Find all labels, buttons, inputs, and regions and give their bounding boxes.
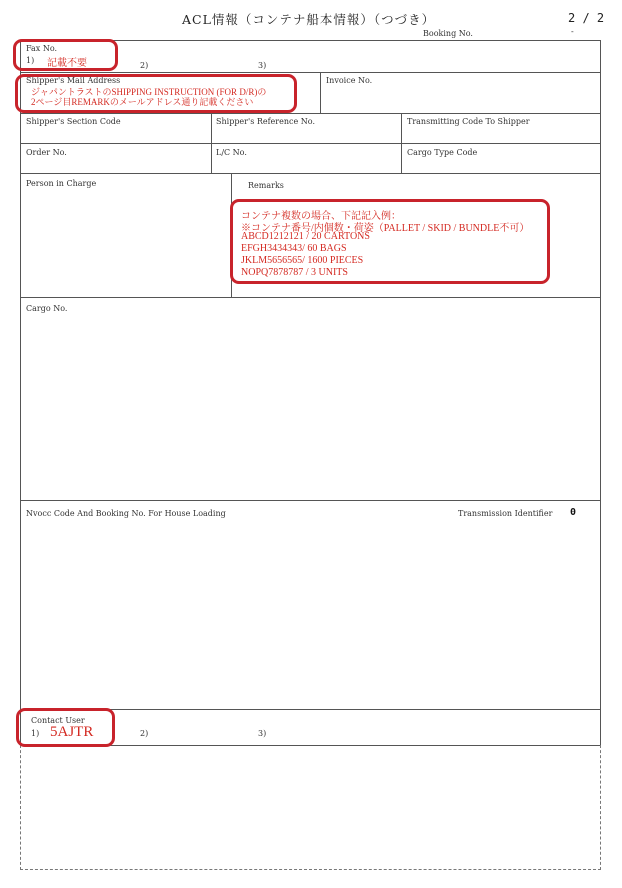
contact-user-label: Contact User <box>31 716 85 725</box>
contact-1-value[interactable]: 5AJTR <box>50 724 94 740</box>
order-no-label: Order No. <box>26 148 67 157</box>
page-number: 2 / 2 <box>568 11 605 25</box>
remarks-label: Remarks <box>248 181 284 190</box>
transmission-identifier-value[interactable]: 0 <box>570 507 577 518</box>
booking-value: - <box>571 27 574 36</box>
fax-2-number: 2) <box>140 61 149 70</box>
remarks-line-6: NOPQ7878787 / 3 UNITS <box>241 267 348 278</box>
transmitting-code-label: Transmitting Code To Shipper <box>407 117 530 126</box>
person-in-charge-label: Person in Charge <box>26 179 97 188</box>
remarks-line-5: JKLM5656565/ 1600 PIECES <box>241 255 364 266</box>
contact-2-number: 2) <box>140 729 149 738</box>
dashed-area <box>20 745 601 870</box>
mail-address-note-2: 2ページ目REMARKのメールアドレス通り記載ください <box>31 97 254 107</box>
fax-3-number: 3) <box>258 61 267 70</box>
reference-no-label: Shipper's Reference No. <box>216 117 315 126</box>
remarks-line-4: EFGH3434343/ 60 BAGS <box>241 243 347 254</box>
fax-1-value[interactable]: 記載不要 <box>47 58 87 69</box>
fax-label: Fax No. <box>26 44 58 53</box>
invoice-label: Invoice No. <box>326 76 373 85</box>
contact-highlight-oval <box>16 708 115 747</box>
remarks-line-3: ABCD1212121 / 20 CARTONS <box>241 231 370 242</box>
cargo-no-label: Cargo No. <box>26 304 68 313</box>
remarks-line-1: コンテナ複数の場合、下記記入例： <box>241 211 401 222</box>
contact-3-number: 3) <box>258 729 267 738</box>
section-code-label: Shipper's Section Code <box>26 117 121 126</box>
mail-address-label: Shipper's Mail Address <box>26 76 121 85</box>
fax-highlight-oval <box>13 39 118 71</box>
remarks-line-2: ※コンテナ番号/内個数・荷姿（PALLET / SKID / BUNDLE不可） <box>241 223 530 234</box>
fax-1-number: 1) <box>26 56 35 65</box>
lc-no-label: L/C No. <box>216 148 247 157</box>
mail-highlight-oval <box>15 74 297 113</box>
booking-label: Booking No. <box>423 29 473 38</box>
cargo-type-label: Cargo Type Code <box>407 148 478 157</box>
remarks-highlight-oval <box>230 199 550 284</box>
nvocc-label: Nvocc Code And Booking No. For House Loading <box>26 509 226 518</box>
form-frame <box>20 40 601 746</box>
contact-1-number: 1) <box>31 729 40 738</box>
mail-address-note-1: ジャパントラストのSHIPPING INSTRUCTION (FOR D/R)の <box>31 87 267 97</box>
transmission-identifier-label: Transmission Identifier <box>458 509 553 518</box>
page-title: ACL情報（コンテナ船本情報）（つづき） <box>182 12 436 27</box>
